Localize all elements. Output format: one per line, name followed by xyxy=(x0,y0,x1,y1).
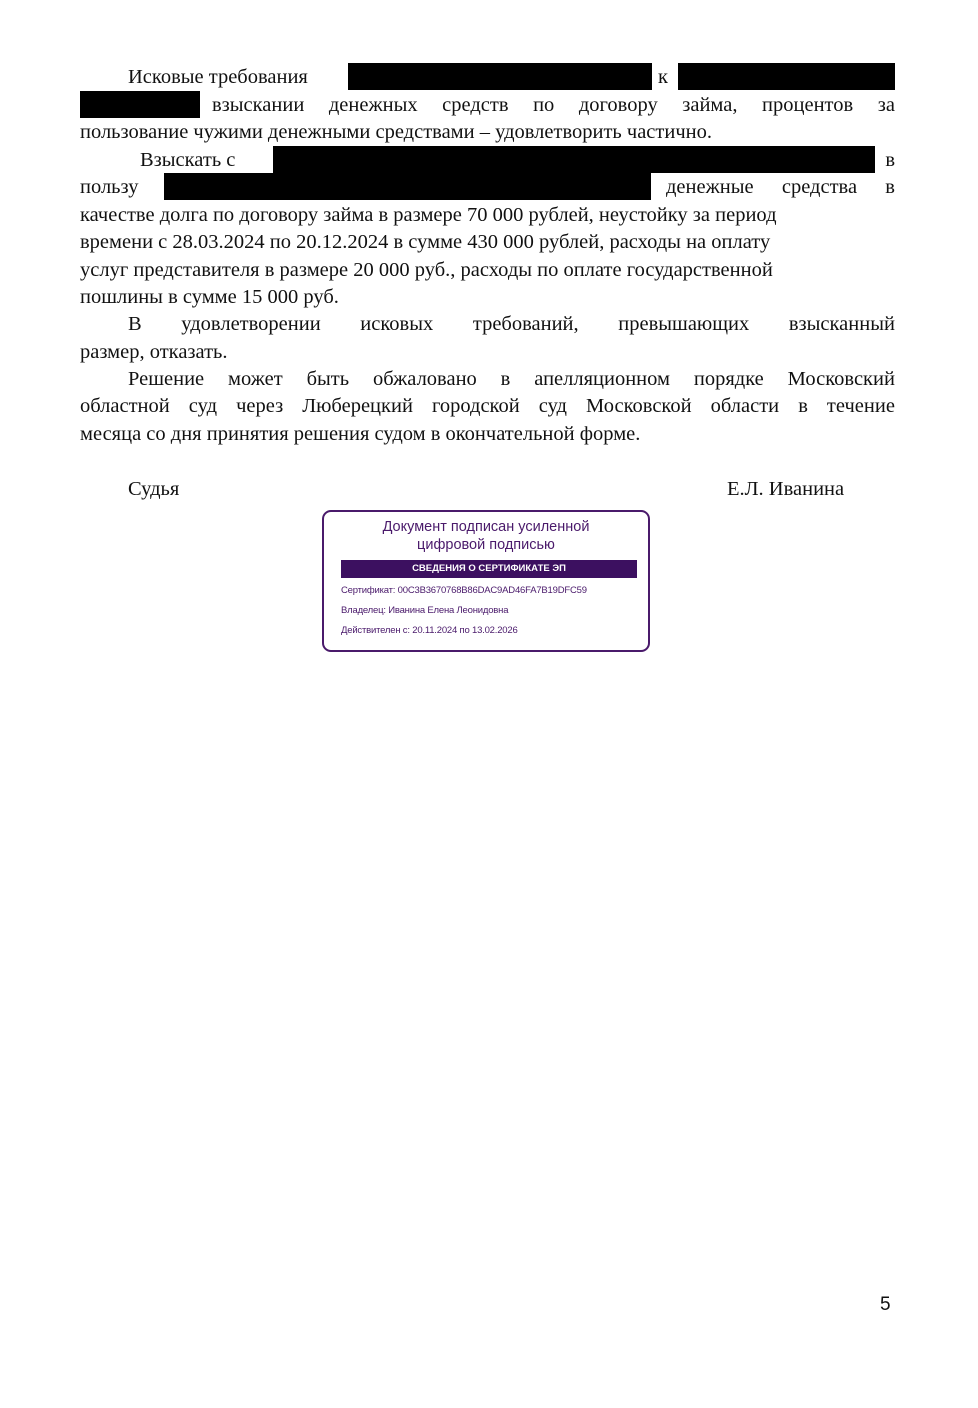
word: апелляционном xyxy=(534,368,670,390)
redaction-block xyxy=(80,91,200,118)
paragraph-2-line-5: услуг представителя в размере 20 000 руб., расходы по оплате государственной xyxy=(80,259,773,281)
paragraph-1-line-2 xyxy=(80,91,895,119)
word: городской xyxy=(431,395,520,417)
text: пользу xyxy=(80,176,139,198)
redaction-block xyxy=(678,63,895,90)
word: Московский xyxy=(787,368,895,390)
word: в xyxy=(798,395,808,417)
word: Решение xyxy=(128,368,205,390)
word: суд xyxy=(538,395,567,417)
word: области xyxy=(710,395,780,417)
judge-name: Е.Л. Иванина xyxy=(727,478,845,500)
word: через xyxy=(236,395,284,417)
stamp-certificate-header: СВЕДЕНИЯ О СЕРТИФИКАТЕ ЭП xyxy=(341,560,637,578)
word: областной xyxy=(80,395,170,417)
paragraph-4-line-2 xyxy=(80,392,895,420)
word: может xyxy=(228,368,283,390)
word: процентов xyxy=(762,94,854,116)
word: превышающих xyxy=(618,313,750,335)
paragraph-3-line-1 xyxy=(80,310,895,338)
paragraph-4-line-3: месяца со дня принятия решения судом в окончательной форме. xyxy=(80,423,641,445)
word: удовлетворении xyxy=(181,313,321,335)
stamp-certificate: Сертификат: 00C3B3670768B86DAC9AD46FA7B19DFC59 xyxy=(341,585,587,596)
word: быть xyxy=(306,368,350,390)
word: Люберецкий xyxy=(302,395,413,417)
word: по xyxy=(533,94,555,116)
digital-signature-stamp xyxy=(322,510,650,652)
text: Исковые требования xyxy=(128,66,308,88)
redaction-block xyxy=(273,146,875,173)
word: порядке xyxy=(693,368,764,390)
word: взысканный xyxy=(788,313,895,335)
judge-title: Судья xyxy=(128,478,180,500)
paragraph-1-line-3: пользование чужими денежными средствами – удовлетворить частично. xyxy=(80,121,712,143)
word: займа, xyxy=(682,94,738,116)
word: требований, xyxy=(472,313,579,335)
justified-words xyxy=(80,392,895,420)
word: договору xyxy=(578,94,658,116)
text: в xyxy=(885,149,895,171)
word: Московской xyxy=(586,395,692,417)
word: за xyxy=(877,94,895,116)
word: обжаловано xyxy=(372,368,477,390)
stamp-title-line-2: цифровой подписью xyxy=(417,537,555,553)
redaction-block xyxy=(164,173,651,200)
word: в xyxy=(500,368,511,390)
word: исковых xyxy=(360,313,434,335)
word: течение xyxy=(826,395,895,417)
paragraph-4-line-1 xyxy=(80,365,895,393)
stamp-validity: Действителен с: 20.11.2024 по 13.02.2026 xyxy=(341,625,518,636)
word: средств xyxy=(442,94,509,116)
paragraph-2-line-4: времени с 28.03.2024 по 20.12.2024 в сумме 430 000 рублей, расходы на оплату xyxy=(80,231,771,253)
justified-words xyxy=(212,91,895,119)
redaction-block xyxy=(348,63,652,90)
text: к xyxy=(658,66,668,88)
justified-words xyxy=(666,173,895,201)
justified-words xyxy=(128,365,895,393)
page-number: 5 xyxy=(880,1294,891,1315)
paragraph-2-line-1 xyxy=(80,146,895,174)
word: В xyxy=(128,313,142,335)
justified-words xyxy=(128,310,895,338)
word: денежных xyxy=(328,94,418,116)
paragraph-2-line-6: пошлины в сумме 15 000 руб. xyxy=(80,286,339,308)
text: денежные средства в xyxy=(666,176,895,198)
stamp-title-line-1: Документ подписан усиленной xyxy=(382,519,590,535)
stamp-title xyxy=(324,518,648,554)
word: суд xyxy=(188,395,218,417)
word: взыскании xyxy=(212,94,305,116)
stamp-owner: Владелец: Иванина Елена Леонидовна xyxy=(341,605,509,616)
paragraph-2-line-3: качестве долга по договору займа в размере 70 000 рублей, неустойку за период xyxy=(80,204,777,226)
paragraph-2-line-2 xyxy=(80,173,895,201)
paragraph-3-line-2: размер, отказать. xyxy=(80,341,228,363)
paragraph-1-line-1 xyxy=(80,63,895,91)
text: Взыскать с xyxy=(140,149,236,171)
